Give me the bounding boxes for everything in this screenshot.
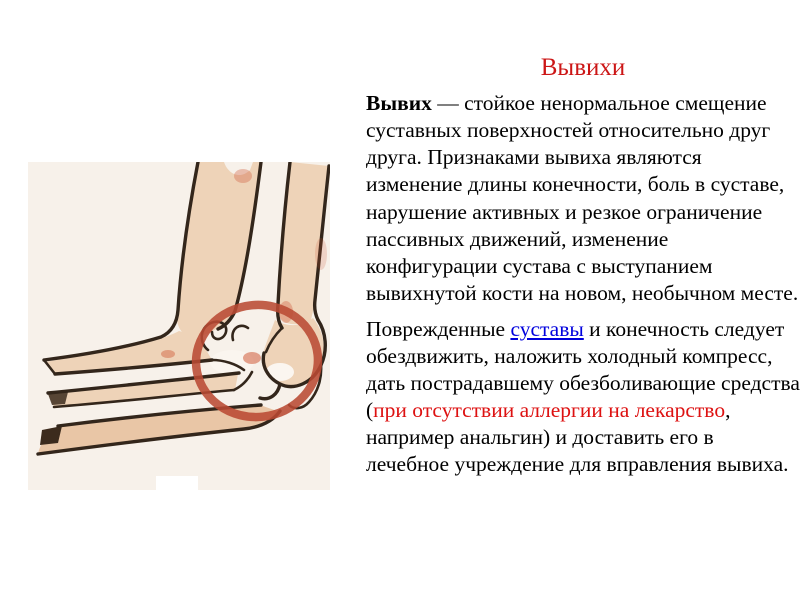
- allergy-warning-text: при отсутствии аллергии на лекарство: [373, 398, 726, 423]
- term-lead: Вывих: [366, 91, 432, 116]
- text-column: [366, 52, 800, 487]
- definition-text: — стойкое ненормальное смещение суставных поверхностей относительно друг друга. Признаками вывиха являются изменение длины конечности, боль в суставе, нарушение активных и резкое ограничение пассивных движений, изменение конфигурации сустава с выступанием вывихнутой кости на новом, необычном месте.: [366, 91, 799, 305]
- definition-paragraph: [366, 90, 800, 307]
- first-aid-text-start: Поврежденные: [366, 316, 511, 341]
- first-aid-text-end: , например анальгин) и доставить его в лечебное учреждение для вправления вывиха.: [366, 398, 789, 477]
- joints-link[interactable]: суставы: [510, 316, 584, 341]
- first-aid-paragraph: [366, 316, 800, 478]
- elbow-dislocation-illustration: [28, 162, 330, 490]
- elbow-dislocation-figure: [28, 162, 330, 490]
- slide-title: Вывихи: [540, 54, 626, 81]
- first-aid-text-middle: и конечность следует обездвижить, наложить холодный компресс, дать пострадавшему обезболивающие средства (: [366, 316, 800, 423]
